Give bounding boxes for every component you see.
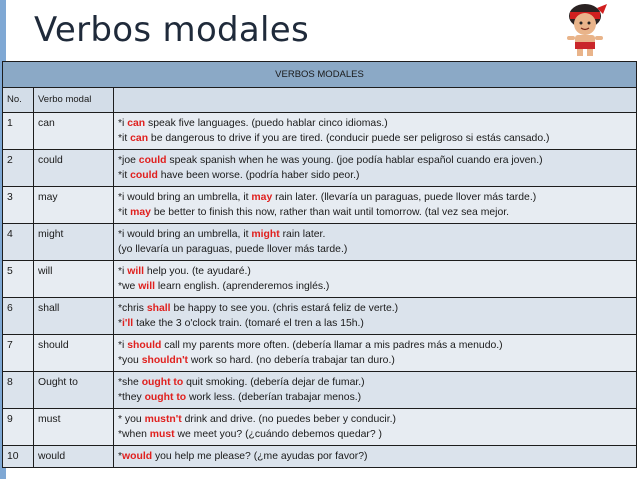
- modal-verb-highlight: shouldn't: [141, 355, 189, 366]
- modal-verb-highlight: will: [127, 266, 144, 277]
- sentence-text: *i would bring an umbrella, it: [118, 192, 252, 203]
- table-row: [3, 113, 637, 150]
- sentence-text: speak five languages. (puedo hablar cinco idiomas.): [145, 118, 388, 129]
- example-sentence: [118, 449, 632, 464]
- sentence-text: you help me please? (¿me ayudas por favor?): [152, 451, 368, 462]
- example-sentence: [118, 264, 632, 279]
- example-sentence: [118, 242, 632, 257]
- row-number-cell: 1: [3, 113, 34, 150]
- example-sentences-cell: [114, 372, 637, 409]
- example-sentence: [118, 116, 632, 131]
- example-sentence: [118, 153, 632, 168]
- example-sentence: [118, 427, 632, 442]
- modal-verb-highlight: should: [127, 340, 162, 351]
- table-row: [3, 187, 637, 224]
- sentence-text: work less. (deberían trabajar menos.): [186, 392, 362, 403]
- example-sentence: [118, 375, 632, 390]
- sentence-text: *we: [118, 281, 139, 292]
- example-sentence: [118, 279, 632, 294]
- example-sentence: [118, 301, 632, 316]
- sentence-text: * you: [118, 414, 145, 425]
- modal-verb-highlight: could: [138, 155, 167, 166]
- sentence-text: speak spanish when he was young. (joe podía hablar español cuando era joven.): [166, 155, 543, 166]
- sentence-text: have been worse. (podría haber sido peor.): [157, 170, 360, 181]
- sentence-text: *i: [118, 266, 128, 277]
- sentence-text: *it: [118, 133, 131, 144]
- modal-verb-cell: shall: [34, 298, 114, 335]
- modal-verb-cell: may: [34, 187, 114, 224]
- modal-verb-cell: could: [34, 150, 114, 187]
- sentence-text: rain later.: [279, 229, 326, 240]
- sentence-text: *: [118, 451, 123, 462]
- example-sentences-cell: [114, 335, 637, 372]
- slide-title: Verbos modales: [34, 10, 310, 50]
- sentence-text: be happy to see you. (chris estará feliz de verte.): [170, 303, 399, 314]
- table-row: [3, 335, 637, 372]
- example-sentences-cell: [114, 187, 637, 224]
- cartoon-character-logo-icon: [553, 2, 617, 58]
- example-sentence: [118, 190, 632, 205]
- modal-verb-cell: Ought to: [34, 372, 114, 409]
- sentence-text: *she: [118, 377, 142, 388]
- example-sentence: [118, 338, 632, 353]
- modal-verb-cell: would: [34, 446, 114, 468]
- example-sentence: [118, 205, 632, 220]
- table-row: [3, 150, 637, 187]
- row-number-cell: 9: [3, 409, 34, 446]
- example-sentence: [118, 131, 632, 146]
- column-header-examples: [114, 88, 637, 113]
- table-row: [3, 409, 637, 446]
- example-sentences-cell: [114, 224, 637, 261]
- sentence-text: *you: [118, 355, 142, 366]
- modal-verb-highlight: can: [127, 118, 146, 129]
- modal-verb-highlight: i'll: [122, 318, 134, 329]
- sentence-text: call my parents more often. (debería llamar a mis padres más a menudo.): [161, 340, 503, 351]
- row-number-cell: 4: [3, 224, 34, 261]
- example-sentence: [118, 412, 632, 427]
- sentence-text: quit smoking. (debería dejar de fumar.): [183, 377, 365, 388]
- table-row: [3, 224, 637, 261]
- sentence-text: *i: [118, 340, 128, 351]
- example-sentences-cell: [114, 409, 637, 446]
- row-number-cell: 6: [3, 298, 34, 335]
- column-header-verb: Verbo modal: [34, 88, 114, 113]
- example-sentence: [118, 168, 632, 183]
- sentence-text: *it: [118, 207, 131, 218]
- modal-verb-highlight: mustn't: [144, 414, 182, 425]
- table-row: [3, 372, 637, 409]
- sentence-text: *it: [118, 170, 131, 181]
- table-row: [3, 261, 637, 298]
- example-sentence: [118, 390, 632, 405]
- row-number-cell: 5: [3, 261, 34, 298]
- modal-verb-highlight: may: [251, 192, 273, 203]
- column-header-no: No.: [3, 88, 34, 113]
- sentence-text: be better to finish this now, rather than wait until tomorrow. (tal vez sea mejor.: [150, 207, 510, 218]
- sentence-text: we meet you? (¿cuándo debemos quedar? ): [174, 429, 382, 440]
- modal-verb-cell: must: [34, 409, 114, 446]
- sentence-text: *when: [118, 429, 150, 440]
- table-caption: VERBOS MODALES: [3, 62, 637, 88]
- modal-verb-highlight: may: [130, 207, 151, 218]
- example-sentences-cell: [114, 298, 637, 335]
- modal-verb-cell: might: [34, 224, 114, 261]
- example-sentences-cell: [114, 113, 637, 150]
- modal-verb-highlight: shall: [146, 303, 171, 314]
- sentence-text: *: [118, 318, 123, 329]
- example-sentence: [118, 353, 632, 368]
- sentence-text: take the 3 o'clock train. (tomaré el tren a las 15h.): [133, 318, 364, 329]
- row-number-cell: 8: [3, 372, 34, 409]
- sentence-text: learn english. (aprenderemos inglés.): [154, 281, 330, 292]
- sentence-text: (yo llevaría un paraguas, puede llover más tarde.): [118, 244, 348, 255]
- sentence-text: rain later. (llevaría un paraguas, puede llover más tarde.): [272, 192, 537, 203]
- table-row: [3, 298, 637, 335]
- modal-verb-highlight: can: [130, 133, 149, 144]
- example-sentences-cell: [114, 150, 637, 187]
- table-caption-row: [3, 62, 637, 88]
- table-header-row: [3, 88, 637, 113]
- modal-verb-cell: should: [34, 335, 114, 372]
- sentence-text: *i would bring an umbrella, it: [118, 229, 252, 240]
- table-row: [3, 446, 637, 468]
- table-body: [3, 113, 637, 468]
- example-sentence: [118, 227, 632, 242]
- sentence-text: drink and drive. (no puedes beber y conducir.): [181, 414, 396, 425]
- row-number-cell: 2: [3, 150, 34, 187]
- example-sentence: [118, 316, 632, 331]
- sentence-text: *chris: [118, 303, 147, 314]
- row-number-cell: 3: [3, 187, 34, 224]
- modal-verb-highlight: ought to: [144, 392, 187, 403]
- modal-verb-highlight: will: [138, 281, 155, 292]
- modal-verb-highlight: might: [251, 229, 280, 240]
- sentence-text: *i: [118, 118, 128, 129]
- sentence-text: be dangerous to drive if you are tired. (conducir puede ser peligroso si estás cansado.): [148, 133, 550, 144]
- modal-verb-highlight: could: [130, 170, 158, 181]
- modal-verbs-table: [2, 61, 637, 468]
- example-sentences-cell: [114, 446, 637, 468]
- sentence-text: *joe: [118, 155, 139, 166]
- sentence-text: *they: [118, 392, 145, 403]
- sentence-text: work so hard. (no debería trabajar tan duro.): [188, 355, 395, 366]
- modal-verb-cell: can: [34, 113, 114, 150]
- modal-verb-highlight: would: [122, 451, 153, 462]
- sentence-text: help you. (te ayudaré.): [144, 266, 251, 277]
- example-sentences-cell: [114, 261, 637, 298]
- modal-verb-cell: will: [34, 261, 114, 298]
- modal-verb-highlight: ought to: [141, 377, 184, 388]
- row-number-cell: 7: [3, 335, 34, 372]
- modal-verb-highlight: must: [149, 429, 175, 440]
- row-number-cell: 10: [3, 446, 34, 468]
